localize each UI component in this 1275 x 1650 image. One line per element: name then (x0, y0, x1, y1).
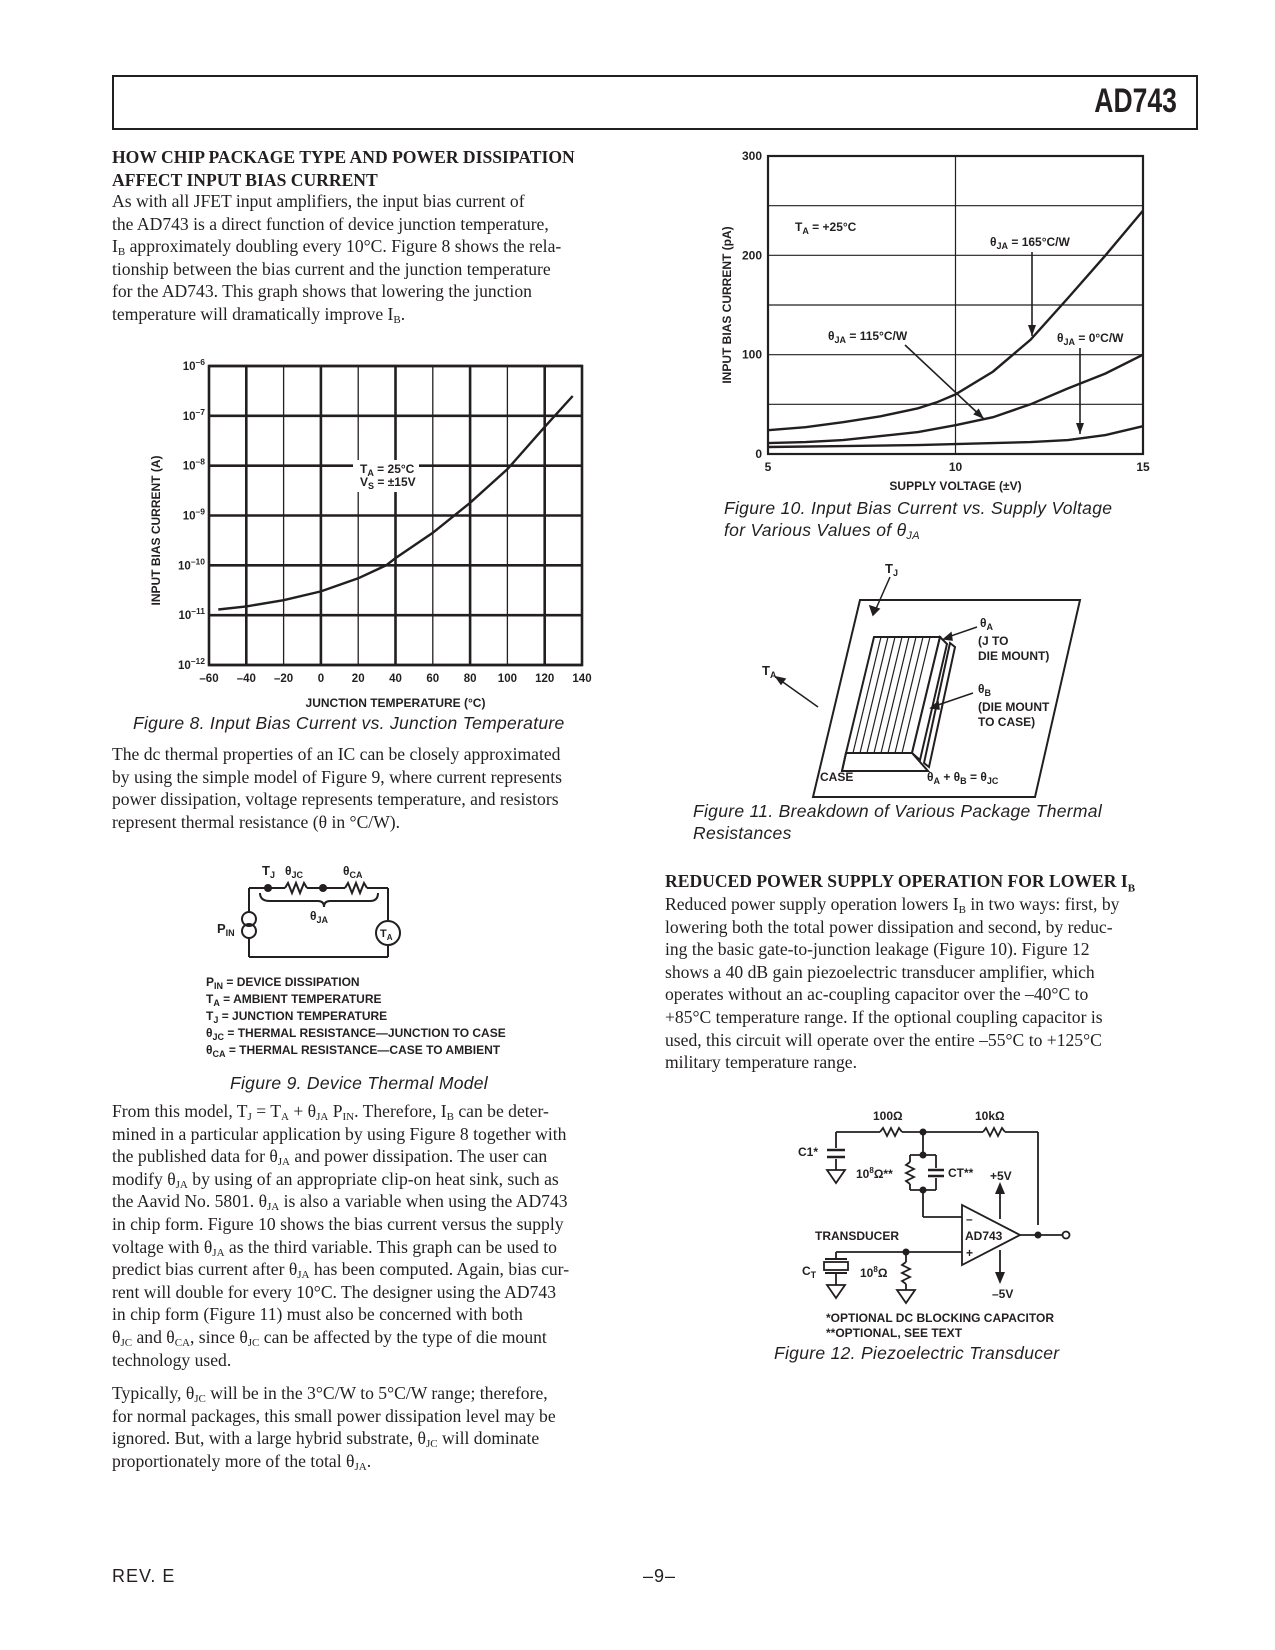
resistor-1e8-fb-icon (906, 1162, 914, 1184)
text-line: power dissipation, voltage represents temperature, and resistors (112, 789, 559, 810)
svg-text:108Ω: $10^8\Omega$ (860, 1265, 888, 1280)
text-line: for normal packages, this small power dissipation level may be (112, 1405, 556, 1426)
series-label-1: $\theta_{JA} = 115^\circ C/W$ (828, 329, 908, 345)
svg-text:θJA: $\theta_{JA}$ (310, 909, 329, 925)
svg-text:θCA: $\theta_{CA}$ (343, 864, 363, 880)
figure-10-caption-line-1: Figure 10. Input Bias Current vs. Supply Voltage (724, 498, 1113, 518)
legend-item: $\theta_{CA}$ = THERMAL RESISTANCE—CASE TO AMBIENT (206, 1043, 501, 1059)
die-base (842, 753, 928, 771)
ground-icon-rin (897, 1290, 915, 1303)
x-tick-label: 120 (535, 673, 555, 685)
svg-text:TJ: $T_J$ (885, 561, 898, 578)
text-line: Reduced power supply operation lowers $I_B$ in two ways: first, by (665, 894, 1120, 916)
svg-text:TO CASE): TO CASE) (978, 715, 1036, 729)
output-terminal-icon (1063, 1232, 1070, 1239)
figure-11-caption (693, 800, 1102, 844)
theta-ja-brace (260, 893, 378, 907)
node-1 (920, 1129, 927, 1136)
x-tick-label: 0 (317, 673, 325, 685)
figure-9-caption: Figure 9. Device Thermal Model (230, 1073, 488, 1093)
text-line: represent thermal resistance (θ in °C/W). (112, 811, 401, 832)
node-2 (920, 1152, 927, 1159)
svg-text:C1*: C1* (798, 1145, 819, 1159)
figure-11-diagram (762, 560, 1100, 810)
y-tick-label: 100 (741, 347, 762, 362)
svg-text:CASE: CASE (820, 770, 854, 784)
node-3 (920, 1187, 927, 1194)
node-output (1035, 1232, 1042, 1239)
text-line: voltage with $\theta_{JA}$ as the third variable. This graph can be used to (112, 1236, 557, 1259)
y-tick-label: $10^{-12}$ (178, 656, 205, 672)
text-line: ing the basic gate-to-junction leakage (Figure 10). Figure 12 (665, 939, 1090, 960)
svg-text:–5V: –5V (992, 1287, 1014, 1301)
figure-8-caption: Figure 8. Input Bias Current vs. Junction Temperature (133, 713, 565, 733)
text-line: in chip form. Figure 10 shows the bias current versus the supply (112, 1213, 564, 1234)
text-line: The dc thermal properties of an IC can be closely approximated (112, 744, 561, 764)
svg-text:θA: $\theta_A$ (980, 616, 993, 632)
figure-9-legend (206, 975, 506, 1059)
node-case (319, 884, 327, 892)
arrowhead-icon (1076, 423, 1084, 434)
section-heading-right: REDUCED POWER SUPPLY OPERATION FOR LOWER $I_B$ (665, 871, 1136, 895)
text-line: used, this circuit will operate over the entire –55°C to +125°C (665, 1029, 1102, 1050)
grid (209, 366, 582, 665)
x-tick-label: 140 (572, 673, 592, 685)
y-tick-label: 200 (741, 248, 762, 263)
y-tick-label: $10^{-6}$ (182, 357, 205, 373)
node-4 (903, 1249, 910, 1256)
figure-9 (200, 850, 560, 1065)
y-axis-label: INPUT BIAS CURRENT (A) (149, 455, 163, 606)
legend-item: $P_{IN}$ = DEVICE DISSIPATION (206, 975, 360, 991)
text-line: operates without an ac-coupling capacitor over the –40°C to (665, 984, 1089, 1005)
heading-line-1: HOW CHIP PACKAGE TYPE AND POWER DISSIPATION (112, 147, 575, 167)
ground-icon-c1 (827, 1170, 845, 1183)
arrow-up-icon (995, 1182, 1005, 1194)
svg-text:+: + (966, 1246, 974, 1260)
text-line: lowering both the total power dissipation and second, by reduc- (665, 916, 1113, 937)
text-line: technology used. (112, 1349, 232, 1370)
node-tj (264, 884, 272, 892)
y-tick-label: $10^{-9}$ (182, 506, 205, 523)
x-axis-label: SUPPLY VOLTAGE (±V) (889, 479, 1022, 493)
x-tick-label: –60 (199, 673, 219, 685)
ground-icon-ct (827, 1285, 845, 1298)
x-tick-label: 10 (948, 460, 963, 474)
legend-item: $T_A$ = AMBIENT TEMPERATURE (206, 992, 382, 1008)
annotation-line-1: $T_A = 25^\circ C$ (360, 462, 415, 478)
text-line: As with all JFET input amplifiers, the input bias current of (112, 191, 525, 211)
text-line: the published data for $\theta_{JA}$ and power dissipation. The user can (112, 1146, 548, 1169)
svg-text:θA + θB = θJC: $\theta_A + \theta_B = \theta_{JC}$ (927, 770, 999, 786)
y-tick-label: $10^{-11}$ (178, 606, 205, 623)
figure-11-caption-line-2: Resistances (693, 823, 792, 843)
y-tick-label: $10^{-7}$ (182, 406, 205, 423)
svg-text:100Ω: 100Ω (873, 1109, 903, 1123)
svg-text:CT: $C_T$ (802, 1264, 817, 1280)
x-tick-label: 60 (426, 673, 440, 685)
x-tick-label: 15 (1136, 460, 1150, 474)
x-axis-label: JUNCTION TEMPERATURE (°C) (305, 696, 486, 710)
text-line: temperature will dramatically improve $I_B$. (112, 303, 406, 326)
paragraph-3 (112, 1100, 642, 1371)
figure-8-chart (140, 345, 610, 715)
text-line: for the AD743. This graph shows that lowering the junction (112, 281, 532, 302)
svg-text:TJ: $T_J$ (262, 863, 275, 880)
text-line: $\theta_{JC}$ and $\theta_{CA}$, since $\theta_{JC}$ can be affected by the type of die mount (112, 1326, 547, 1349)
legend-item: $T_J$ = JUNCTION TEMPERATURE (206, 1009, 388, 1025)
text-line: shows a 40 dB gain piezoelectric transducer amplifier, which (665, 961, 1095, 982)
text-line: From this model, $T_J = T_A + \theta_{JA}$ $P_{IN}$. Therefore, $I_B$ can be deter- (112, 1101, 549, 1123)
svg-text:(J TO: (J TO (978, 634, 1009, 648)
footer-page-number: –9– (643, 1566, 677, 1586)
svg-text:TRANSDUCER: TRANSDUCER (815, 1229, 899, 1243)
text-line: in chip form (Figure 11) must also be concerned with both (112, 1304, 523, 1325)
footer-revision: REV. E (112, 1566, 176, 1586)
x-tick-label: 80 (463, 673, 477, 685)
header-box (112, 75, 1198, 130)
svg-text:–: – (966, 1212, 973, 1226)
x-tick-label: –20 (274, 673, 294, 685)
svg-text:**OPTIONAL, SEE TEXT: **OPTIONAL, SEE TEXT (826, 1326, 963, 1340)
resistor-10k-icon (983, 1128, 1005, 1136)
section-heading-left (112, 146, 632, 191)
y-tick-label: 0 (755, 447, 762, 461)
text-line: proportionately more of the total $\theta_{JA}$. (112, 1450, 372, 1473)
paragraph-1 (112, 190, 642, 326)
paragraph-2 (112, 743, 642, 833)
svg-text:108Ω**: $10^8\Omega**$ (856, 1166, 893, 1181)
annotation-line-2: $V_S = \pm 15V$ (360, 475, 416, 491)
svg-text:AD743: AD743 (965, 1229, 1003, 1243)
y-axis-label: INPUT BIAS CURRENT (pA) (720, 226, 734, 384)
figure-10-caption-line-2: for Various Values of $\theta_{JA}$ (724, 520, 920, 542)
x-tick-label: –40 (236, 673, 256, 685)
svg-text:PIN: $P_{IN}$ (217, 921, 235, 938)
svg-text:θB: $\theta_B$ (978, 682, 991, 698)
figure-12-caption: Figure 12. Piezoelectric Transducer (774, 1343, 1060, 1363)
resistor-theta-ca-icon (345, 883, 367, 893)
svg-text:TA: $T_A$ (762, 663, 777, 680)
paragraph-right (665, 893, 1205, 1074)
x-tick-label: 20 (351, 673, 365, 685)
annotation-ta: $T_A = +25^\circ C$ (795, 220, 857, 236)
svg-text:TA: $T_A$ (380, 928, 393, 942)
text-line: modify $\theta_{JA}$ by using of an appropriate clip-on heat sink, such as (112, 1168, 559, 1191)
resistor-1e8-in-icon (902, 1262, 910, 1284)
text-line: +85°C temperature range. If the optional coupling capacitor is (665, 1006, 1103, 1027)
svg-text:θJC: $\theta_{JC}$ (285, 864, 304, 880)
svg-text:10kΩ: 10kΩ (975, 1109, 1005, 1123)
transducer-icon (824, 1262, 848, 1270)
heading-line-2: AFFECT INPUT BIAS CURRENT (112, 169, 378, 190)
text-line: by using the simple model of Figure 9, where current represents (112, 766, 562, 787)
series-label-2: $\theta_{JA} = 0^\circ C/W$ (1057, 331, 1124, 347)
text-line: ignored. But, with a large hybrid substrate, $\theta_{JC}$ will dominate (112, 1428, 540, 1451)
header-title: AD743 (1094, 82, 1177, 120)
y-tick-label: 300 (741, 149, 762, 163)
paragraph-4 (112, 1382, 642, 1472)
svg-text:CT**: CT** (948, 1166, 974, 1180)
x-tick-label: 100 (497, 673, 517, 685)
svg-text:DIE MOUNT): DIE MOUNT) (978, 649, 1050, 663)
x-tick-label: 40 (389, 673, 402, 685)
figure-10-chart (700, 140, 1160, 500)
text-line: military temperature range. (665, 1052, 857, 1073)
legend-item: $\theta_{JC}$ = THERMAL RESISTANCE—JUNCTION TO CASE (206, 1026, 506, 1042)
resistor-100-icon (880, 1128, 902, 1136)
x-tick-label: 5 (764, 460, 772, 474)
text-line: the Aavid No. 5801. $\theta_{JA}$ is also a variable when using the AD743 (112, 1191, 568, 1214)
text-line: predict bias current after $\theta_{JA}$ has been computed. Again, bias cur- (112, 1259, 570, 1282)
figure-11-caption-line-1: Figure 11. Breakdown of Various Package Thermal (693, 801, 1103, 821)
figure-10-caption (724, 497, 1112, 541)
text-line: the AD743 is a direct function of device junction temperature, (112, 213, 549, 234)
resistor-theta-jc-icon (285, 883, 307, 893)
y-tick-label: $10^{-8}$ (182, 456, 205, 473)
svg-text:(DIE MOUNT: (DIE MOUNT (978, 700, 1050, 714)
svg-text:*OPTIONAL DC BLOCKING CAPACITO: *OPTIONAL DC BLOCKING CAPACITOR (826, 1311, 1055, 1325)
text-line: rent will double for every 10°C. The designer using the AD743 (112, 1281, 557, 1302)
series-label-0: $\theta_{JA} = 165^\circ C/W$ (990, 235, 1070, 251)
text-line: mined in a particular application by using Figure 8 together with (112, 1123, 567, 1144)
svg-text:+5V: +5V (990, 1169, 1012, 1183)
y-tick-label: $10^{-10}$ (178, 556, 205, 573)
text-line: Typically, $\theta_{JC}$ will be in the 3°C/W to 5°C/W range; therefore, (112, 1383, 548, 1405)
figure-12-schematic (780, 1090, 1120, 1340)
text-line: tionship between the bias current and the junction temperature (112, 258, 551, 279)
arrow-down-icon (995, 1272, 1005, 1284)
text-line: $I_B$ approximately doubling every 10°C. Figure 8 shows the rela- (112, 236, 562, 259)
